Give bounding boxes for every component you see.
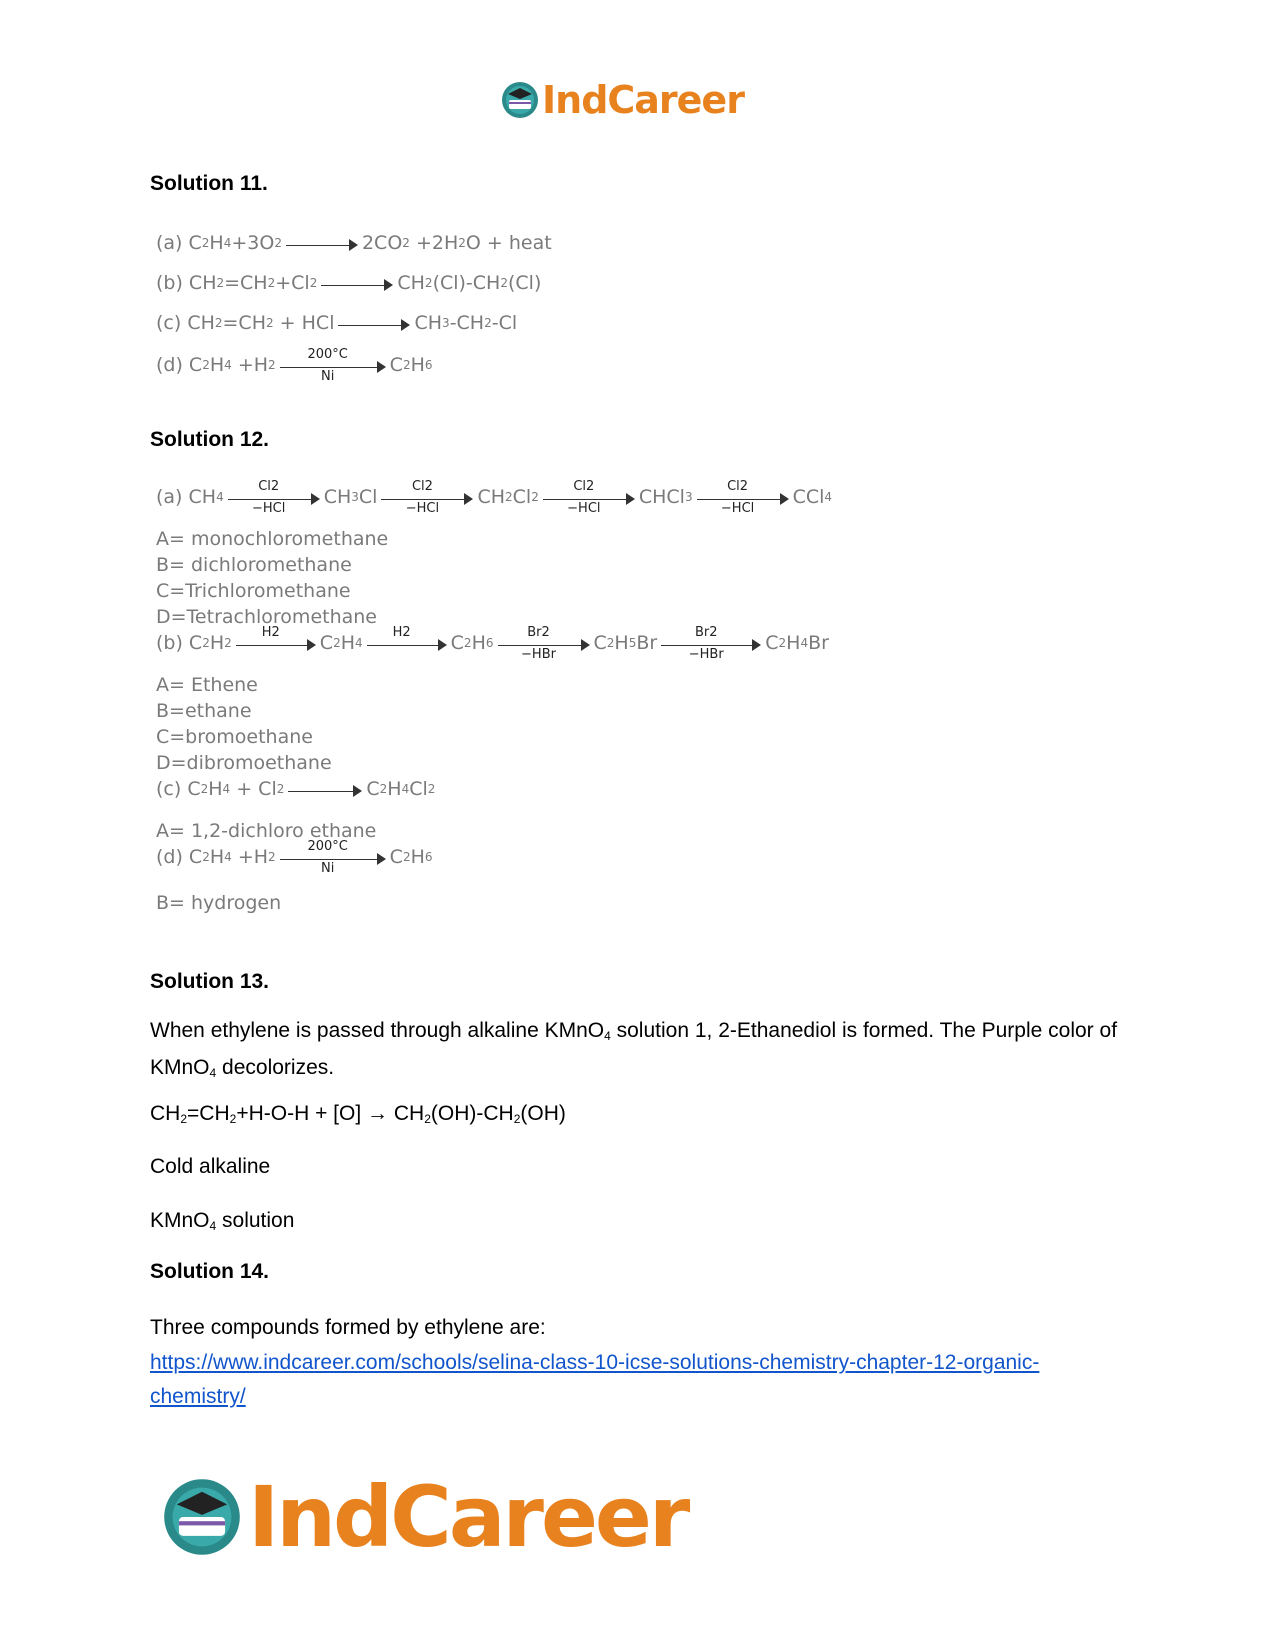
reaction-arrow [697, 479, 789, 516]
arrow-condition-above: 200°C [307, 347, 348, 362]
equation-12c: (c) C 2 H 4 + Cl 2 C 2 H 4 Cl 2 [156, 778, 436, 800]
solution-13-heading: Solution 13. [150, 970, 270, 993]
equation-12b: (b) C 2 H 2 H2 C 2 H 4 H2 C 2 H 6 Br2 −HBr C 2 H 5 Br Br2 −HBr C 2 H 4 Br [156, 625, 829, 662]
arrow-reagent: Br2 [527, 625, 550, 640]
reaction-arrow [288, 779, 362, 799]
reaction-arrow [381, 479, 473, 516]
label-d: (d) [156, 846, 183, 868]
equation-11d: (d) C 2 H 4 +H 2 200°C Ni C 2 H 6 [156, 347, 433, 384]
subscript: 4 [604, 1029, 611, 1043]
reaction-arrow [543, 479, 635, 516]
arrow-condition-above: 200°C [307, 839, 348, 854]
reaction-arrow [661, 625, 761, 662]
para-text-2: solution 1, 2-Ethanediol is formed. The Purple color of KMnO [150, 1019, 1118, 1079]
arrow-reagent: Br2 [694, 625, 718, 640]
arrow-reagent: H2 [392, 625, 411, 640]
solution-13-kmno4-solution: KMnO$_4$ solution [150, 1209, 295, 1233]
arrow-reagent: Cl2 [727, 479, 749, 494]
graduation-book-icon [160, 1475, 244, 1559]
arrow-reagent: H2 [261, 625, 280, 640]
reaction-arrow [280, 347, 386, 384]
arrow-reagent: Cl2 [573, 479, 595, 494]
label-a: (a) [156, 232, 183, 254]
arrow-byproduct: −HCl [720, 501, 755, 516]
name-12a-3: C=Trichloromethane [156, 580, 351, 602]
subscript: 4 [209, 1066, 217, 1080]
brand-name: IndCareer [542, 78, 744, 122]
reaction-arrow [498, 625, 590, 662]
reaction-arrow [321, 273, 393, 293]
label-a: (a) [156, 486, 183, 508]
name-12b-3: C=bromoethane [156, 726, 313, 748]
brand-name: IndCareer [248, 1468, 688, 1566]
solution-14-heading: Solution 14. [150, 1260, 270, 1283]
label-c: (c) [156, 778, 182, 800]
equation-11c: (c) CH 2 =CH 2 + HCl CH 3 -CH 2 -Cl [156, 312, 518, 334]
name-12c-1: A= 1,2-dichloro ethane [156, 820, 377, 842]
para-text-1: When ethylene is passed through alkaline KMnO [150, 1019, 605, 1042]
label-d: (d) [156, 354, 183, 376]
label-b: (b) [156, 272, 183, 294]
indcareer-logo-top [500, 78, 744, 122]
kmno4-solution-tail: solution [216, 1209, 295, 1232]
reaction-arrow [367, 625, 447, 653]
name-12a-1: A= monochloromethane [156, 528, 389, 550]
name-12a-2: B= dichloromethane [156, 554, 352, 576]
arrow-byproduct: −HBr [688, 647, 724, 662]
name-12a-4: D=Tetrachloromethane [156, 606, 377, 628]
arrow-byproduct: −HBr [521, 647, 556, 662]
arrow-reagent: Cl2 [411, 479, 433, 494]
arrow-catalyst-below: Ni [321, 861, 335, 876]
reaction-arrow [338, 313, 410, 333]
equation-11b: (b) CH 2 =CH 2 +Cl 2 CH 2 (Cl)-CH 2 (Cl) [156, 272, 542, 294]
solution-11-heading: Solution 11. [150, 172, 268, 195]
equation-12d: (d) C 2 H 4 +H 2 200°C Ni C 2 H 6 [156, 839, 433, 876]
reaction-arrow [228, 479, 320, 516]
solution-14-text: Three compounds formed by ethylene are: [150, 1316, 546, 1339]
equation-11a: (a) C 2 H 4 +3O 2 2CO 2 +2H 2 O + heat [156, 232, 552, 254]
reaction-arrow [236, 625, 316, 653]
indcareer-logo-bottom [160, 1468, 687, 1566]
name-12b-1: A= Ethene [156, 674, 258, 696]
solution-13-equation: $CH_2=CH_2+H-O-H + [O] \to CH_2(OH)-CH_2(OH)$ [150, 1102, 566, 1126]
equation-12a: (a) CH 4 Cl2 −HCl CH 3 Cl Cl2 −HCl CH 2 Cl 2 Cl2 −HCl CHCl 3 Cl2 −HCl CCl 4 [156, 479, 833, 516]
arrow-reagent: Cl2 [258, 479, 280, 494]
reaction-arrow [280, 839, 386, 876]
name-12d-1: B= hydrogen [156, 892, 282, 914]
arrow-byproduct: −HCl [405, 501, 440, 516]
solution-13-paragraph [150, 1015, 1140, 1089]
reaction-arrow [286, 233, 358, 253]
indcareer-link[interactable]: https://www.indcareer.com/schools/selina-class-10-icse-solutions-chemistry-chapter-12-organic-chemistry/ [150, 1351, 1040, 1408]
label-b: (b) [156, 632, 183, 654]
name-12b-2: B=ethane [156, 700, 252, 722]
solution-12-heading: Solution 12. [150, 428, 270, 451]
label-c: (c) [156, 312, 182, 334]
arrow-byproduct: −HCl [567, 501, 601, 516]
name-12b-4: D=dibromoethane [156, 752, 332, 774]
solution-13-cold-alkaline: Cold alkaline [150, 1155, 271, 1178]
arrow-catalyst-below: Ni [321, 369, 335, 384]
arrow-byproduct: −HCl [252, 501, 286, 516]
graduation-book-icon [500, 80, 540, 120]
para-text-3: decolorizes. [216, 1056, 335, 1079]
